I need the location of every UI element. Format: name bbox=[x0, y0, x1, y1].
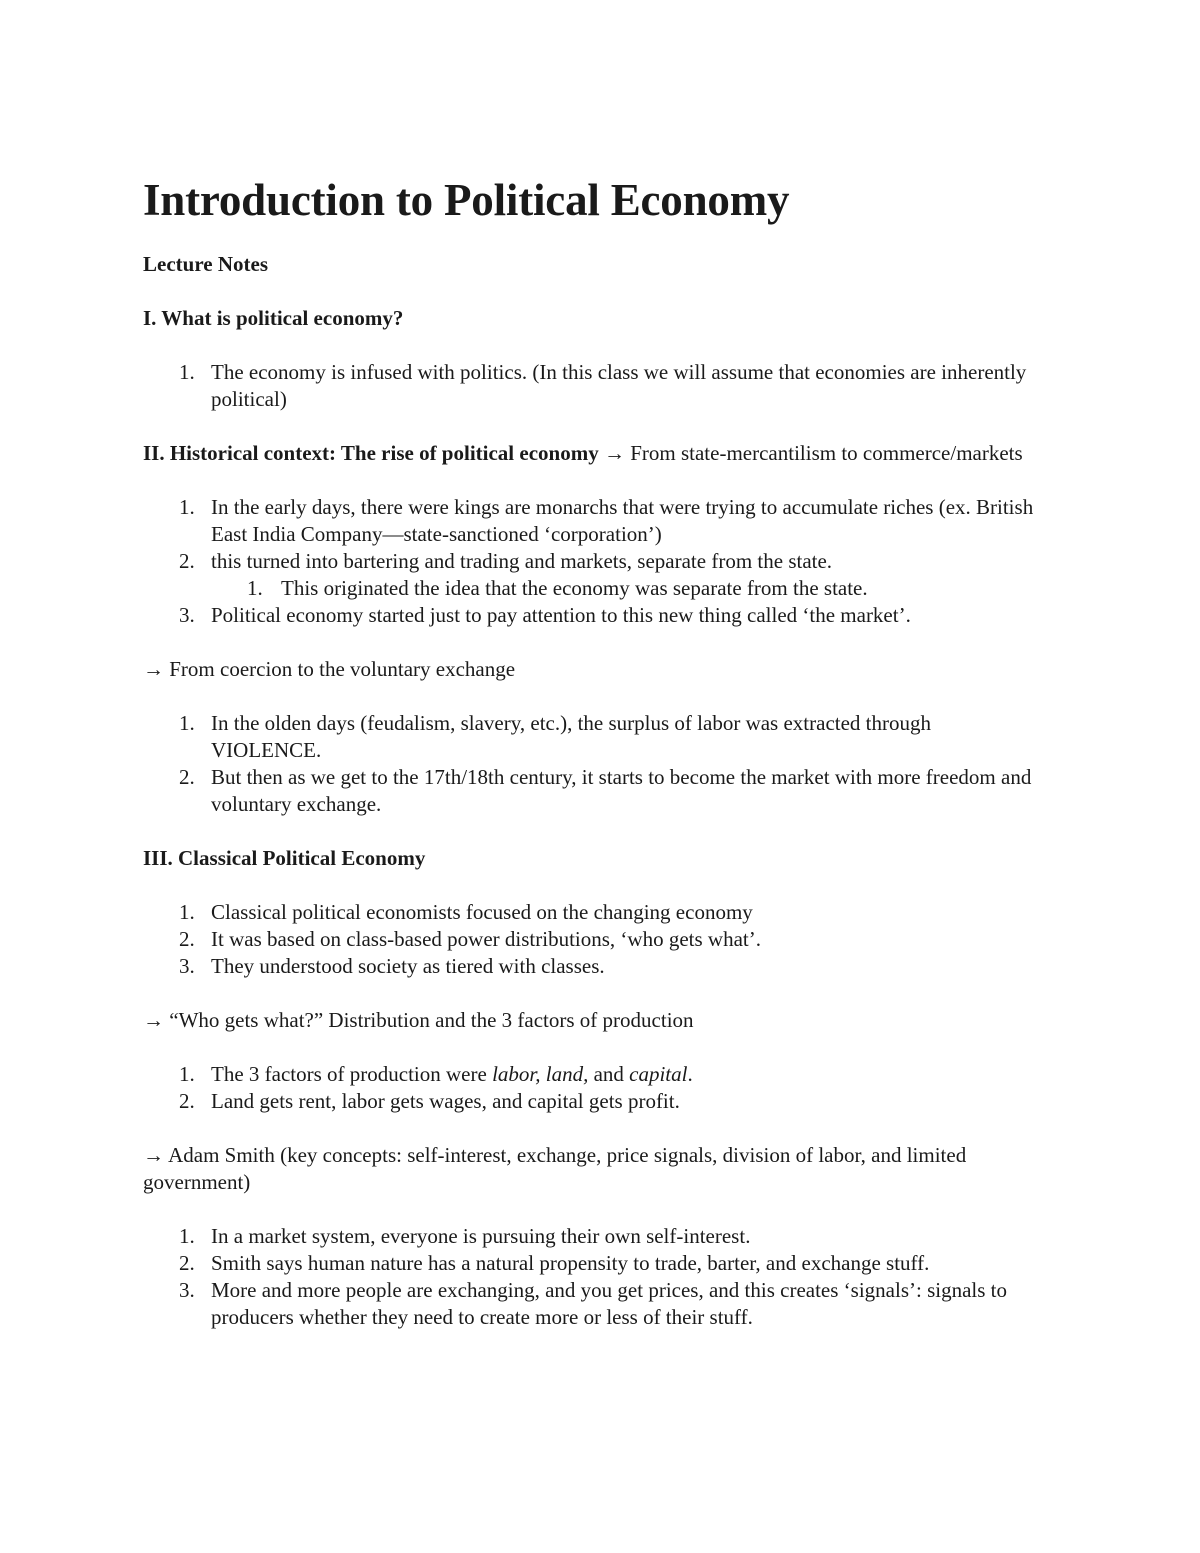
list-item: 1. In the olden days (feudalism, slavery, etc.), the surplus of labor was extracted through VIOLENCE. bbox=[179, 711, 931, 762]
list-item: 3. They understood society as tiered with classes. bbox=[179, 954, 605, 978]
coercion-list bbox=[143, 710, 1043, 818]
document-title: Introduction to Political Economy bbox=[143, 175, 790, 225]
section-1-list bbox=[143, 359, 1043, 413]
subsection-intro-adam-smith: → Adam Smith (key concepts: self-interest, exchange, price signals, division of labor, and limited government) bbox=[143, 1143, 967, 1194]
list-item: 3. More and more people are exchanging, and you get prices, and this creates ‘signals’: signals to producers whether they need to create more or less of their stuff. bbox=[179, 1278, 1008, 1329]
section-heading-2: II. Historical context: The rise of political economy → From state-mercantilism to commerce/markets bbox=[143, 441, 1023, 465]
list-item: 2. But then as we get to the 17th/18th century, it starts to become the market with more freedom and voluntary exchange. bbox=[179, 765, 1032, 816]
section-2-list bbox=[143, 494, 1043, 629]
list-item: 2. It was based on class-based power distributions, ‘who gets what’. bbox=[179, 927, 761, 951]
subsection-intro-coercion: → From coercion to the voluntary exchange bbox=[143, 657, 516, 681]
section-heading-1: I. What is political economy? bbox=[143, 306, 404, 330]
list-item: 2. this turned into bartering and trading and markets, separate from the state. bbox=[179, 549, 833, 573]
section-heading-3: III. Classical Political Economy bbox=[143, 846, 426, 870]
list-item: 1. The economy is infused with politics. (In this class we will assume that economies are inherently political) bbox=[179, 360, 1027, 411]
factors-list bbox=[143, 1061, 1043, 1115]
section-3-list bbox=[143, 899, 1043, 980]
list-item: 1. In the early days, there were kings are monarchs that were trying to accumulate riches (ex. British East India Company—state-sanctioned ‘corporation’) bbox=[179, 495, 1034, 546]
list-item: 1. The 3 factors of production were labor, land, and capital. bbox=[179, 1062, 693, 1086]
adam-smith-list bbox=[143, 1223, 1043, 1331]
list-item: 1. In a market system, everyone is pursuing their own self-interest. bbox=[179, 1224, 751, 1248]
list-item: 2. Smith says human nature has a natural propensity to trade, barter, and exchange stuff. bbox=[179, 1251, 930, 1275]
subsection-intro-distribution: → “Who gets what?” Distribution and the 3 factors of production bbox=[143, 1008, 694, 1032]
list-item: 2. Land gets rent, labor gets wages, and capital gets profit. bbox=[179, 1089, 680, 1113]
document-subtitle: Lecture Notes bbox=[143, 252, 268, 276]
sub-list-item: 1. This originated the idea that the economy was separate from the state. bbox=[247, 576, 868, 600]
list-item: 3. Political economy started just to pay attention to this new thing called ‘the market’. bbox=[179, 603, 911, 627]
list-item: 1. Classical political economists focused on the changing economy bbox=[179, 900, 753, 924]
document-page bbox=[143, 172, 1043, 1358]
